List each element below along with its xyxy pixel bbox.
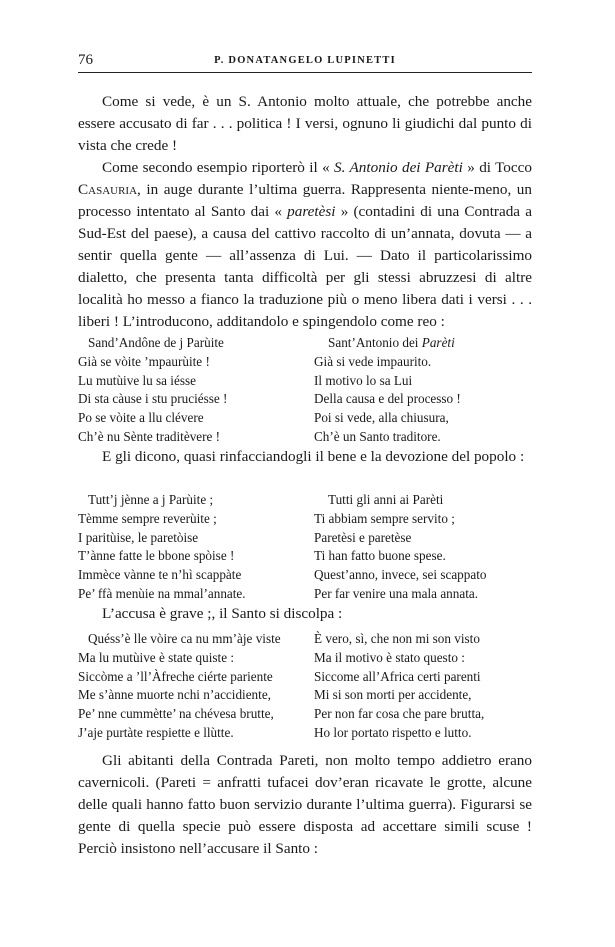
dialect-column: [78, 630, 281, 743]
translation-column: [314, 334, 461, 447]
verse-line: Lu mutùive lu sa iésse: [78, 372, 196, 388]
verse-line: J’aje purtàte respiette e llùtte.: [78, 724, 234, 740]
paragraph-5: Gli abitanti della Contrada Pareti, non molto tempo addietro erano cavernicoli. (Pareti = anfratti tufacei dov’eran ricavate le grotte, alcune delle quali hanno fatto buon servizio durante l’ultima guerra). Figurarsi se gente di quella specie può essere disposta ad accettare simili scuse ! Perciò insistono nell’accusare il Santo :: [78, 752, 532, 857]
verse-block-3: [78, 630, 532, 744]
verse-line: Immèce vànne te n’hì scappàte: [78, 567, 242, 583]
verse-line: Di sta càuse i stu pruciésse !: [78, 391, 228, 407]
verse-line: È vero, sì, che non mi son visto: [314, 631, 480, 646]
verse-line: Tutt’j jènne a j Parùite ;: [88, 492, 214, 507]
verse-line: Ch’è un Santo traditore.: [314, 428, 441, 444]
verse-line: Il motivo lo sa Lui: [314, 372, 413, 388]
verse-line: Po se vòite a llu clévere: [78, 410, 204, 426]
verse-line: Quéss’è lle vòire ca nu mm’àje viste: [88, 631, 281, 646]
verse-line: Poi si vede, alla chiusura,: [314, 410, 449, 426]
paragraph-1: Come si vede, è un S. Antonio molto attuale, che potrebbe anche essere accusato di far . . . politica ! I versi, ognuno li giudichi dal punto di vista che crede !: [78, 93, 532, 154]
verse-line: Siccome all’Africa certi parenti: [314, 668, 481, 684]
verse-line: Ma lu mutùive è state quiste :: [78, 649, 235, 665]
verse-line: Della causa e del processo !: [314, 391, 461, 407]
translation-column: [314, 630, 484, 743]
verse-line: Paretèsi e paretèse: [314, 529, 412, 545]
verse-block-1: [78, 334, 532, 448]
verse-line: Già si vede impaurito.: [314, 353, 432, 369]
dialect-column: [78, 491, 246, 604]
verse-line: Già se vòite ’mpaurùite !: [78, 353, 210, 369]
translation-column: [314, 491, 486, 604]
verse-line: Tutti gli anni ai Parèti: [328, 492, 444, 507]
paragraph-2: Come secondo esempio riporterò il « S. Antonio dei Parèti » di Tocco Casauria, in auge durante l’ultima guerra. Rappresenta niente-meno, un processo intentato al Santo dai « paretèsi » (contadini di una Contrada a Sud-Est del paese), a causa del cattivo raccolto di un’annata, dovuta — a sentir quella gente — all’assenza di Lui. — Dato il particolarissimo dialetto, che presenta tanta difficoltà per gli stessi abruzzesi di altre località ho messo a fianco la traduzione più o meno libera dati i versi . . . liberi ! L’introducono, additandolo e spingendolo come reo :: [78, 159, 532, 330]
running-title: P. DONATANGELO LUPINETTI: [214, 55, 396, 66]
page-header: [78, 52, 532, 73]
verse-line: T’ànne fatte le bbone spòise !: [78, 548, 235, 564]
verse-line: Quest’anno, invece, sei scappato: [314, 567, 487, 583]
verse-line: Mi si son morti per accidente,: [314, 687, 472, 703]
paragraph-3: E gli dicono, quasi rinfacciandogli il bene e la devozione del popolo :: [102, 448, 525, 465]
verse-title: Sant’Antonio dei Parèti: [328, 335, 455, 350]
verse-line: Ho lor portato rispetto e lutto.: [314, 724, 472, 740]
paragraph-4: L’accusa è grave ;, il Santo si discolpa :: [102, 605, 343, 622]
verse-line: Pe’ nne cummètte’ na chévesa brutte,: [78, 706, 274, 722]
verse-line: Ti abbiam sempre servito ;: [314, 510, 455, 526]
verse-line: Sand’Andône de j Parùite: [88, 335, 224, 350]
verse-line: Ma il motivo è stato questo :: [314, 649, 465, 665]
verse-line: Siccòme a ’ll’Àfreche ciérte pariente: [78, 668, 273, 684]
verse-line: Per non far cosa che pare brutta,: [314, 706, 485, 722]
verse-line: Ti han fatto buone spese.: [314, 548, 446, 564]
verse-line: Ch’è nu Sènte traditèvere !: [78, 428, 221, 444]
verse-block-2: [78, 491, 532, 605]
page-number: 76: [78, 52, 93, 68]
verse-line: Me s’ànne muorte nchi n’accidiente,: [78, 687, 271, 703]
verse-line: Pe’ ffà menùie na mmal’annate.: [78, 585, 246, 601]
verse-line: Per far venire una mala annata.: [314, 585, 479, 601]
verse-line: I paritùise, le paretòise: [78, 529, 199, 545]
verse-line: Tèmme sempre reverùite ;: [78, 510, 217, 526]
dialect-column: [78, 334, 227, 447]
